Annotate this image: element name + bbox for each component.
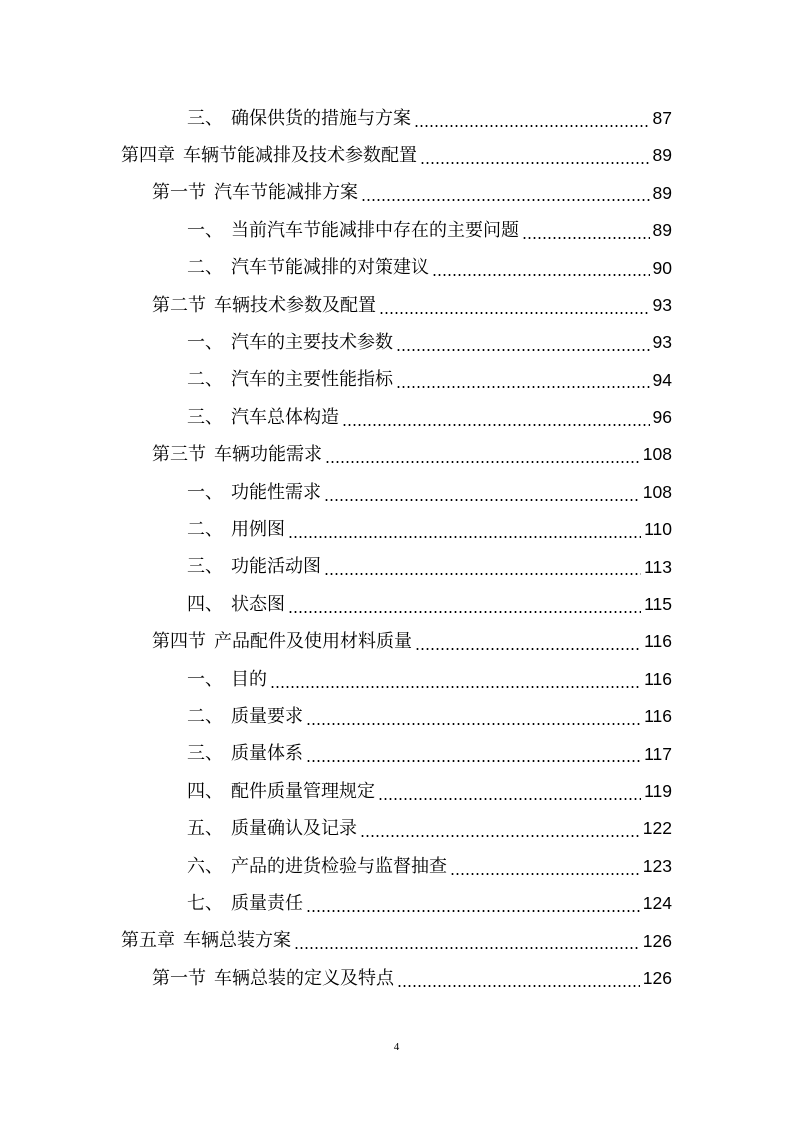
toc-entry-label: [187, 820, 357, 838]
toc-entry-title: 状态图: [231, 593, 285, 615]
toc-entry[interactable]: [0, 549, 793, 586]
toc-entry[interactable]: [0, 324, 793, 361]
toc-entry-label: [152, 446, 322, 464]
toc-entry-title: 质量要求: [231, 705, 303, 727]
dot-leader: [325, 446, 640, 464]
toc-entry[interactable]: [0, 661, 793, 698]
dot-leader: [324, 484, 640, 502]
toc-entry[interactable]: [0, 362, 793, 399]
toc-entry-prefix: 一、: [187, 219, 223, 241]
toc-entry-prefix: 一、: [187, 668, 223, 690]
toc-entry-label: [152, 633, 412, 651]
toc-entry-prefix: 第五章: [121, 930, 175, 952]
toc-entry-prefix: 第一节: [152, 182, 206, 204]
page-number: 4: [393, 1041, 400, 1053]
toc-entry-label: [187, 780, 375, 802]
toc-entry-page-number: 116: [644, 668, 672, 689]
toc-entry-prefix: 第二节: [152, 294, 206, 316]
toc-entry-title: 汽车总体构造: [231, 406, 339, 428]
table-of-contents: [0, 100, 793, 997]
toc-entry-title: 汽车的主要性能指标: [231, 369, 393, 391]
toc-entry-title: 当前汽车节能减排中存在的主要问题: [231, 219, 519, 241]
toc-entry[interactable]: [0, 212, 793, 249]
toc-entry-title: 产品配件及使用材料质量: [214, 631, 412, 653]
toc-entry[interactable]: [0, 437, 793, 474]
dot-leader: [306, 745, 641, 763]
dot-leader: [420, 147, 650, 165]
toc-entry-page-number: 108: [642, 481, 672, 502]
toc-entry-page-number: 94: [652, 369, 672, 390]
toc-entry-page-number: 124: [642, 893, 672, 914]
toc-entry-label: [187, 855, 447, 877]
toc-entry-title: 质量责任: [231, 892, 303, 914]
toc-entry[interactable]: [0, 848, 793, 885]
toc-entry-title: 功能活动图: [231, 556, 321, 578]
toc-entry-page-number: 87: [652, 107, 672, 128]
toc-entry-label: [187, 668, 267, 690]
dot-leader: [432, 259, 650, 277]
toc-entry-page-number: 89: [652, 145, 672, 166]
dot-leader: [378, 783, 641, 801]
toc-entry-title: 车辆总装方案: [183, 930, 291, 952]
toc-entry-title: 目的: [231, 668, 267, 690]
dot-leader: [450, 858, 640, 876]
dot-leader: [396, 334, 650, 352]
toc-entry[interactable]: [0, 586, 793, 623]
toc-entry-prefix: 二、: [187, 257, 223, 279]
toc-entry-page-number: 122: [642, 818, 672, 839]
toc-entry-prefix: 三、: [187, 107, 223, 129]
toc-entry-prefix: 一、: [187, 481, 223, 503]
toc-entry[interactable]: [0, 623, 793, 660]
toc-entry[interactable]: [0, 923, 793, 960]
toc-entry-prefix: 一、: [187, 332, 223, 354]
toc-entry-list: [0, 100, 793, 997]
toc-entry-page-number: 89: [652, 182, 672, 203]
dot-leader: [288, 596, 641, 614]
toc-entry-prefix: 三、: [187, 743, 223, 765]
toc-entry[interactable]: [0, 250, 793, 287]
toc-entry[interactable]: [0, 698, 793, 735]
dot-leader: [294, 932, 640, 950]
toc-entry-page-number: 93: [652, 332, 672, 353]
toc-entry-title: 车辆功能需求: [214, 444, 322, 466]
toc-entry-page-number: 126: [642, 967, 672, 988]
toc-entry-page-number: 110: [644, 519, 672, 540]
toc-entry-page-number: 115: [644, 594, 672, 615]
toc-entry-page-number: 90: [652, 257, 672, 278]
toc-entry-title: 产品的进货检验与监督抽查: [231, 855, 447, 877]
toc-entry[interactable]: [0, 100, 793, 137]
toc-entry-title: 车辆节能减排及技术参数配置: [183, 145, 417, 167]
toc-entry[interactable]: [0, 773, 793, 810]
toc-entry-title: 确保供货的措施与方案: [231, 107, 411, 129]
toc-entry-label: [187, 593, 285, 615]
toc-entry-label: [187, 558, 321, 576]
toc-entry-label: [187, 406, 339, 428]
dot-leader: [288, 521, 641, 539]
toc-entry-label: [187, 334, 393, 352]
toc-entry[interactable]: [0, 399, 793, 436]
toc-entry-label: [187, 371, 393, 389]
toc-entry-page-number: 93: [652, 294, 672, 315]
toc-entry-prefix: 三、: [187, 556, 223, 578]
dot-leader: [306, 895, 640, 913]
dot-leader: [379, 297, 650, 315]
toc-entry-label: [152, 184, 358, 202]
toc-entry-label: [121, 147, 417, 165]
toc-entry[interactable]: [0, 137, 793, 174]
toc-entry-prefix: 四、: [187, 780, 223, 802]
toc-entry[interactable]: [0, 474, 793, 511]
toc-entry-page-number: 116: [644, 631, 672, 652]
toc-entry-page-number: 119: [644, 780, 672, 801]
toc-entry-page-number: 96: [652, 407, 672, 428]
toc-entry-label: [187, 745, 303, 763]
dot-leader: [522, 222, 650, 240]
dot-leader: [270, 671, 641, 689]
toc-entry[interactable]: [0, 960, 793, 997]
dot-leader: [415, 633, 641, 651]
toc-entry-label: [187, 892, 303, 914]
dot-leader: [414, 110, 650, 128]
toc-entry-title: 质量确认及记录: [231, 818, 357, 840]
toc-entry-page-number: 108: [642, 444, 672, 465]
toc-entry-prefix: 三、: [187, 406, 223, 428]
toc-entry-prefix: 四、: [187, 593, 223, 615]
toc-entry-label: [121, 932, 291, 950]
toc-entry-page-number: 89: [652, 220, 672, 241]
toc-entry-label: [187, 481, 321, 503]
toc-entry-page-number: 117: [644, 743, 672, 764]
toc-entry-prefix: 第四节: [152, 631, 206, 653]
toc-entry[interactable]: [0, 736, 793, 773]
toc-entry-prefix: 二、: [187, 705, 223, 727]
toc-entry-title: 配件质量管理规定: [231, 780, 375, 802]
toc-entry[interactable]: [0, 810, 793, 847]
toc-entry-label: [152, 967, 394, 989]
toc-entry-prefix: 七、: [187, 892, 223, 914]
toc-entry-label: [187, 518, 285, 540]
toc-entry-prefix: 第四章: [121, 145, 175, 167]
toc-entry-label: [187, 219, 519, 241]
toc-entry-title: 汽车节能减排方案: [214, 182, 358, 204]
toc-entry-prefix: 二、: [187, 369, 223, 391]
toc-entry-page-number: 116: [644, 706, 672, 727]
toc-entry-prefix: 六、: [187, 855, 223, 877]
dot-leader: [396, 371, 650, 389]
dot-leader: [360, 820, 640, 838]
toc-entry-prefix: 第一节: [152, 967, 206, 989]
toc-entry[interactable]: [0, 885, 793, 922]
toc-entry-prefix: 五、: [187, 818, 223, 840]
toc-entry-title: 汽车的主要技术参数: [231, 332, 393, 354]
toc-entry-page-number: 123: [642, 855, 672, 876]
toc-entry-page-number: 113: [644, 556, 672, 577]
toc-entry-prefix: 二、: [187, 518, 223, 540]
toc-entry-label: [152, 294, 376, 316]
toc-entry-title: 车辆技术参数及配置: [214, 294, 376, 316]
toc-entry-title: 用例图: [231, 518, 285, 540]
toc-entry-prefix: 第三节: [152, 444, 206, 466]
dot-leader: [361, 184, 650, 202]
toc-entry-title: 质量体系: [231, 743, 303, 765]
toc-entry-label: [187, 107, 411, 129]
toc-entry-label: [187, 259, 429, 277]
toc-entry-page-number: 126: [642, 930, 672, 951]
toc-entry-title: 汽车节能减排的对策建议: [231, 257, 429, 279]
toc-entry[interactable]: [0, 175, 793, 212]
dot-leader: [306, 708, 641, 726]
toc-entry-title: 车辆总装的定义及特点: [214, 967, 394, 989]
toc-entry[interactable]: [0, 287, 793, 324]
dot-leader: [324, 558, 641, 576]
toc-entry[interactable]: [0, 511, 793, 548]
dot-leader: [397, 970, 640, 988]
toc-entry-label: [187, 705, 303, 727]
dot-leader: [342, 409, 650, 427]
toc-entry-title: 功能性需求: [231, 481, 321, 503]
